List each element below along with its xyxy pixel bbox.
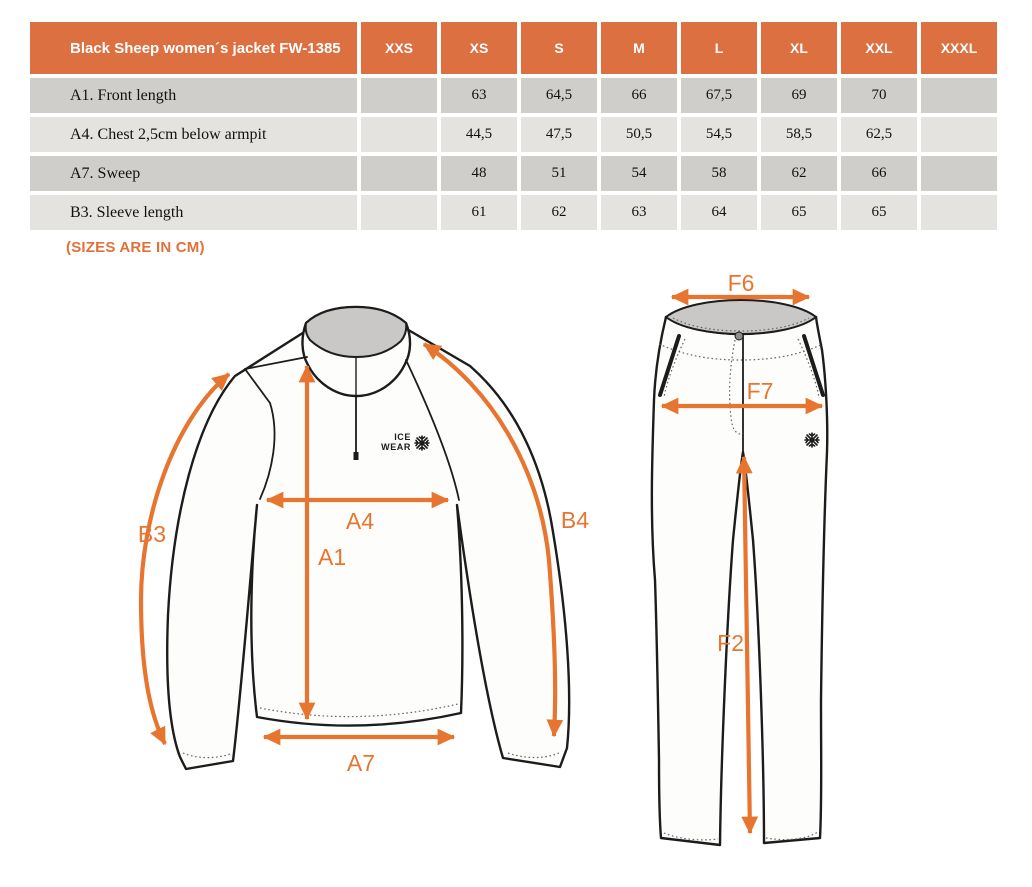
size-table xyxy=(26,18,1001,234)
size-header-xxs: XXS xyxy=(361,22,437,74)
sizes-unit-note: (SIZES ARE IN CM) xyxy=(66,239,205,256)
measure-value: 62 xyxy=(521,195,597,230)
measure-value: 66 xyxy=(841,156,917,191)
measure-value: 63 xyxy=(441,78,517,113)
garment-diagram xyxy=(0,260,1032,887)
measure-value: 69 xyxy=(761,78,837,113)
label-a7: A7 xyxy=(346,750,376,776)
measure-label: A4. Chest 2,5cm below armpit xyxy=(30,117,357,152)
measure-value xyxy=(361,78,437,113)
measure-value xyxy=(361,195,437,230)
measure-label: A1. Front length xyxy=(30,78,357,113)
size-header-xl: XL xyxy=(761,22,837,74)
measure-value: 62 xyxy=(761,156,837,191)
size-header-m: M xyxy=(601,22,677,74)
measure-label: B3. Sleeve length xyxy=(30,195,357,230)
measure-value: 50,5 xyxy=(601,117,677,152)
table-row xyxy=(30,195,997,230)
label-a4: A4 xyxy=(345,508,375,534)
measure-value: 47,5 xyxy=(521,117,597,152)
measure-value xyxy=(921,195,997,230)
measure-value: 70 xyxy=(841,78,917,113)
waist-button xyxy=(735,332,743,340)
measure-value xyxy=(361,156,437,191)
pants-drawing xyxy=(652,270,827,845)
measure-value: 51 xyxy=(521,156,597,191)
measure-value: 58 xyxy=(681,156,757,191)
measure-value: 62,5 xyxy=(841,117,917,152)
table-row xyxy=(30,117,997,152)
size-header-l: L xyxy=(681,22,757,74)
pants-snowflake-icon xyxy=(805,433,819,447)
size-header-xxl: XXL xyxy=(841,22,917,74)
logo-text-ice: ICE xyxy=(394,432,411,442)
label-b3: B3 xyxy=(137,521,167,547)
measure-value: 58,5 xyxy=(761,117,837,152)
measure-value xyxy=(921,117,997,152)
measure-value: 54 xyxy=(601,156,677,191)
jacket-drawing xyxy=(138,307,589,776)
size-header-xxxl: XXXL xyxy=(921,22,997,74)
table-title: Black Sheep women´s jacket FW-1385 xyxy=(30,22,357,74)
measure-value: 67,5 xyxy=(681,78,757,113)
measure-value: 65 xyxy=(841,195,917,230)
measure-label: A7. Sweep xyxy=(30,156,357,191)
measure-value: 44,5 xyxy=(441,117,517,152)
label-a1: A1 xyxy=(318,544,347,570)
measure-value: 63 xyxy=(601,195,677,230)
label-f6: F6 xyxy=(727,270,755,296)
label-f2: F2 xyxy=(717,630,744,656)
measure-value xyxy=(921,78,997,113)
measure-value xyxy=(921,156,997,191)
measure-value: 54,5 xyxy=(681,117,757,152)
pants-outline xyxy=(652,317,827,845)
label-b4: B4 xyxy=(560,507,590,533)
zipper-pull xyxy=(354,452,359,460)
size-header-xs: XS xyxy=(441,22,517,74)
table-row xyxy=(30,78,997,113)
measure-value: 61 xyxy=(441,195,517,230)
measure-value xyxy=(361,117,437,152)
measure-value: 66 xyxy=(601,78,677,113)
logo-text-wear: WEAR xyxy=(381,442,411,452)
table-row xyxy=(30,156,997,191)
size-header-s: S xyxy=(521,22,597,74)
table-header-row xyxy=(30,22,997,74)
measure-value: 64,5 xyxy=(521,78,597,113)
label-f7: F7 xyxy=(746,378,774,404)
measure-value: 64 xyxy=(681,195,757,230)
logo-snowflake-icon xyxy=(415,436,429,450)
measure-value: 48 xyxy=(441,156,517,191)
measure-value: 65 xyxy=(761,195,837,230)
